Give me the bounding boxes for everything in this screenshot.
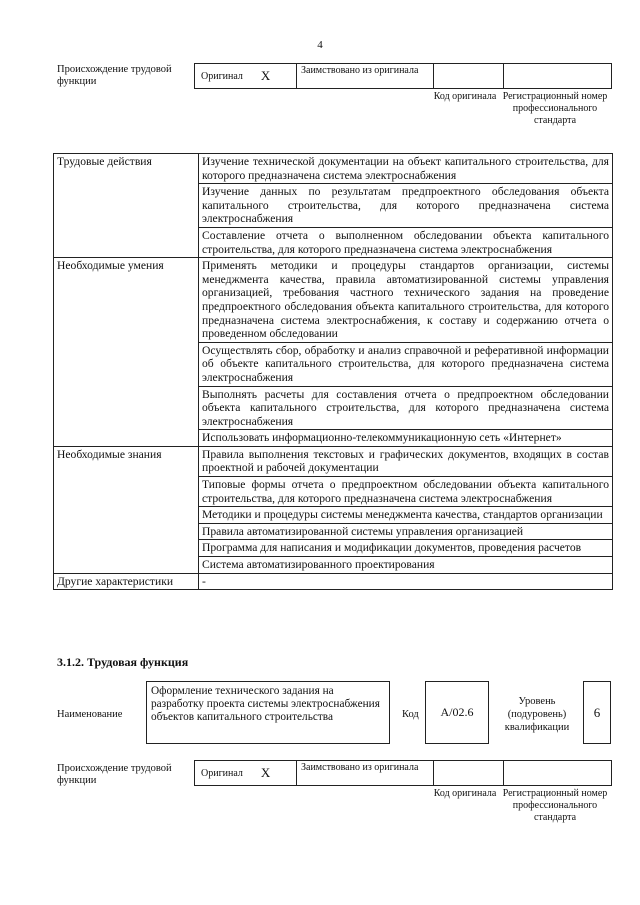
origin-code-sublabel-bottom: Код оригинала bbox=[433, 788, 497, 799]
description-cell: Применять методики и процедуры стандартов организации, системы менеджмента качества, правила автоматизированной системы управления организацией, требования частного технического задания на проведение предпроектного обследования объекта капитального строительства, для которого предназначена система электроснабжения, к составу и содержанию отчета о проведенном обследовании bbox=[199, 258, 613, 343]
table-row bbox=[54, 573, 613, 590]
origin-code-cell bbox=[434, 64, 504, 88]
origin-code-cell bbox=[434, 761, 504, 785]
description-cell: Система автоматизированного проектирования bbox=[199, 557, 613, 574]
code-label: Код bbox=[402, 709, 419, 720]
function-name-box: Оформление технического задания на разработку проекта системы электроснабжения объектов капитального строительства bbox=[146, 681, 390, 744]
description-cell: Изучение данных по результатам предпроектного обследования объекта капитального строительства, для которого предназначена система электроснабжения bbox=[199, 184, 613, 228]
category-cell: Другие характеристики bbox=[54, 573, 199, 590]
origin-borrowed-cell: Заимствовано из оригинала bbox=[297, 64, 434, 88]
origin-reg-sublabel-bottom: Регистрационный номер профессионального стандарта bbox=[502, 788, 608, 823]
level-label: Уровень (подуровень) квалификации bbox=[504, 696, 570, 733]
origin-reg-cell bbox=[504, 761, 611, 785]
page-number: 4 bbox=[317, 39, 323, 51]
origin-original-cell bbox=[195, 64, 297, 88]
origin-reg-cell bbox=[504, 64, 611, 88]
origin-original-mark: X bbox=[260, 765, 271, 780]
origin-row-bottom bbox=[194, 760, 612, 786]
category-cell: Необходимые знания bbox=[54, 446, 199, 573]
origin-original-label: Оригинал bbox=[201, 70, 243, 82]
origin-original-mark: X bbox=[260, 68, 271, 83]
section-title: 3.1.2. Трудовая функция bbox=[57, 655, 189, 669]
description-cell: Программа для написания и модификации документов, проведения расчетов bbox=[199, 540, 613, 557]
origin-original-cell bbox=[195, 761, 297, 785]
category-cell: Трудовые действия bbox=[54, 154, 199, 258]
description-cell: Составление отчета о выполненном обследовании объекта капитального строительства, для которого предназначена система электроснабжения bbox=[199, 227, 613, 257]
description-cell: Типовые формы отчета о предпроектном обследовании объекта капитального строительства, для которого предназначена система электроснабжения bbox=[199, 477, 613, 507]
description-cell: Осуществлять сбор, обработку и анализ справочной и реферативной информации об объекте капитального строительства, для которого предназначена система электроснабжения bbox=[199, 342, 613, 386]
table-row bbox=[54, 446, 613, 476]
origin-row-top bbox=[194, 63, 612, 89]
description-cell: Правила выполнения текстовых и графических документов, входящих в состав проектной и рабочей документации bbox=[199, 446, 613, 476]
function-code-box: A/02.6 bbox=[425, 681, 489, 744]
origin-code-sublabel-top: Код оригинала bbox=[433, 91, 497, 102]
description-cell: Методики и процедуры системы менеджмента качества, стандартов организации bbox=[199, 507, 613, 524]
table-row bbox=[54, 154, 613, 184]
description-cell: Правила автоматизированной системы управления организацией bbox=[199, 523, 613, 540]
table-row bbox=[54, 258, 613, 343]
description-cell: Изучение технической документации на объект капитального строительства, для которого предназначена система электроснабжения bbox=[199, 154, 613, 184]
labor-actions-table bbox=[53, 153, 613, 590]
origin-label-bottom: Происхождение трудовой функции bbox=[57, 763, 172, 786]
name-label: Наименование bbox=[57, 709, 123, 720]
description-cell: - bbox=[199, 573, 613, 590]
level-value-box: 6 bbox=[583, 681, 611, 744]
origin-label-top: Происхождение трудовой функции bbox=[57, 64, 172, 87]
description-cell: Выполнять расчеты для составления отчета о предпроектном обследовании объекта капитального строительства, для которого предназначена система электроснабжения bbox=[199, 386, 613, 430]
description-cell: Использовать информационно-телекоммуникационную сеть «Интернет» bbox=[199, 430, 613, 447]
origin-borrowed-cell: Заимствовано из оригинала bbox=[297, 761, 434, 785]
origin-original-label: Оригинал bbox=[201, 767, 243, 779]
origin-reg-sublabel-top: Регистрационный номер профессионального стандарта bbox=[502, 91, 608, 126]
category-cell: Необходимые умения bbox=[54, 258, 199, 447]
